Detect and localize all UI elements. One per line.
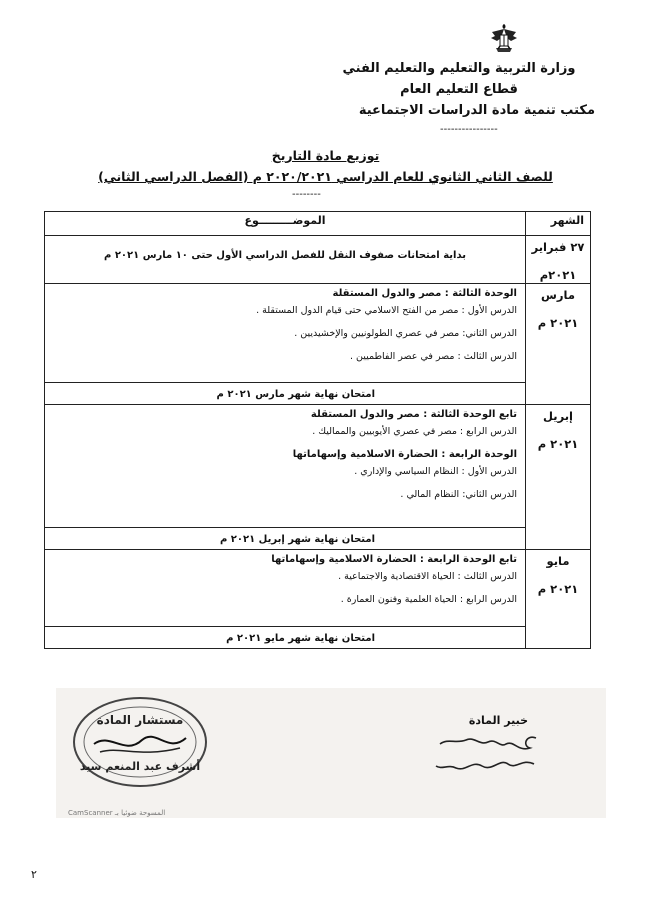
month-name: مارس <box>541 288 575 302</box>
table-row <box>45 627 591 649</box>
seal-title: مستشار المادة <box>96 713 184 727</box>
month-cell <box>526 405 591 550</box>
lesson-item: الدرس الثالث : الحياة الاقتصادية والاجتماعية . <box>338 571 517 582</box>
month-year: ٢٠٢١ م <box>537 316 579 330</box>
egypt-eagle-emblem-icon <box>488 22 520 56</box>
ministry-header <box>329 58 595 121</box>
exam-note: امتحان نهاية شهر مايو ٢٠٢١ م <box>45 627 526 649</box>
lesson-item: الدرس الرابع : الحياة العلمية وفنون العمارة . <box>340 594 517 605</box>
month-column-header: الشهر <box>526 212 591 236</box>
month-name: مايو <box>546 554 570 568</box>
month-name: ٢٧ فبراير <box>531 240 585 254</box>
unit-title: تابع الوحدة الرابعة : الحضارة الاسلامية وإسهاماتها <box>271 554 517 565</box>
handwritten-signature <box>426 730 546 780</box>
office-name: مكتب تنمية مادة الدراسات الاجتماعية <box>358 103 595 118</box>
month-cell <box>526 236 591 284</box>
exam-note: امتحان نهاية شهر إبريل ٢٠٢١ م <box>45 528 526 550</box>
table-header-row <box>45 212 591 236</box>
subject-cell <box>45 405 526 528</box>
subject-cell <box>45 284 526 383</box>
page-number: ٢ <box>31 868 37 881</box>
seal-name: أشرف عبد المنعم سيد <box>79 760 201 773</box>
unit-title: الوحدة الرابعة : الحضارة الاسلامية وإسهاماتها <box>292 449 517 460</box>
table-row <box>45 284 591 383</box>
unit-title: الوحدة الثالثة : مصر والدول المستقلة <box>332 288 517 299</box>
table-row <box>45 528 591 550</box>
ministry-name: وزارة التربية والتعليم والتعليم الفني <box>342 61 576 76</box>
separator-line-2: -------- <box>292 189 321 200</box>
subject-cell <box>45 550 526 627</box>
lesson-item: الدرس الثالث : مصر في عصر الفاطميين . <box>349 351 517 362</box>
lesson-item: الدرس الثاني: مصر في عصري الطولونيين والإخشيديين . <box>294 328 517 339</box>
month-cell <box>526 550 591 649</box>
month-year: ٢٠٢١ م <box>537 437 579 451</box>
month-cell <box>526 284 591 405</box>
unit-title: تابع الوحدة الثالثة : مصر والدول المستقلة <box>310 409 517 420</box>
document-title: توزيع مادة التاريخ <box>271 148 380 163</box>
table-row <box>45 550 591 627</box>
exam-start-note: بداية امتحانات صفوف النقل للفصل الدراسي الأول حتى ١٠ مارس ٢٠٢١ م <box>45 236 526 284</box>
expert-label: خبير المادة <box>468 714 528 727</box>
month-year: ٢٠٢١ م <box>537 582 579 596</box>
lesson-item: الدرس الأول : النظام السياسي والإداري . <box>354 466 517 477</box>
subject-column-header: الموضـــــــــوع <box>45 212 526 236</box>
official-seal-stamp <box>70 694 210 790</box>
scanner-watermark: CamScanner المسوحة ضوئيا بـ <box>68 809 166 817</box>
sector-name: قطاع التعليم العام <box>400 82 518 97</box>
document-subtitle: للصف الثاني الثانوي للعام الدراسي ٢٠٢٠/٢٠٢١ م (الفصل الدراسي الثاني) <box>98 169 553 184</box>
month-name: إبريل <box>543 409 573 423</box>
month-year: ٢٠٢١م <box>539 268 577 282</box>
curriculum-table <box>44 211 591 649</box>
table-row <box>45 405 591 528</box>
lesson-item: الدرس الأول : مصر من الفتح الاسلامي حتى قيام الدول المستقلة . <box>256 305 517 316</box>
signature-area <box>56 688 606 818</box>
separator-line: ---------------- <box>440 124 498 135</box>
table-row <box>45 236 591 284</box>
table-row <box>45 383 591 405</box>
lesson-item: الدرس الرابع : مصر في عصري الأيوبيين والمماليك . <box>312 426 517 437</box>
exam-note: امتحان نهاية شهر مارس ٢٠٢١ م <box>45 383 526 405</box>
lesson-item: الدرس الثاني: النظام المالي . <box>400 489 517 500</box>
